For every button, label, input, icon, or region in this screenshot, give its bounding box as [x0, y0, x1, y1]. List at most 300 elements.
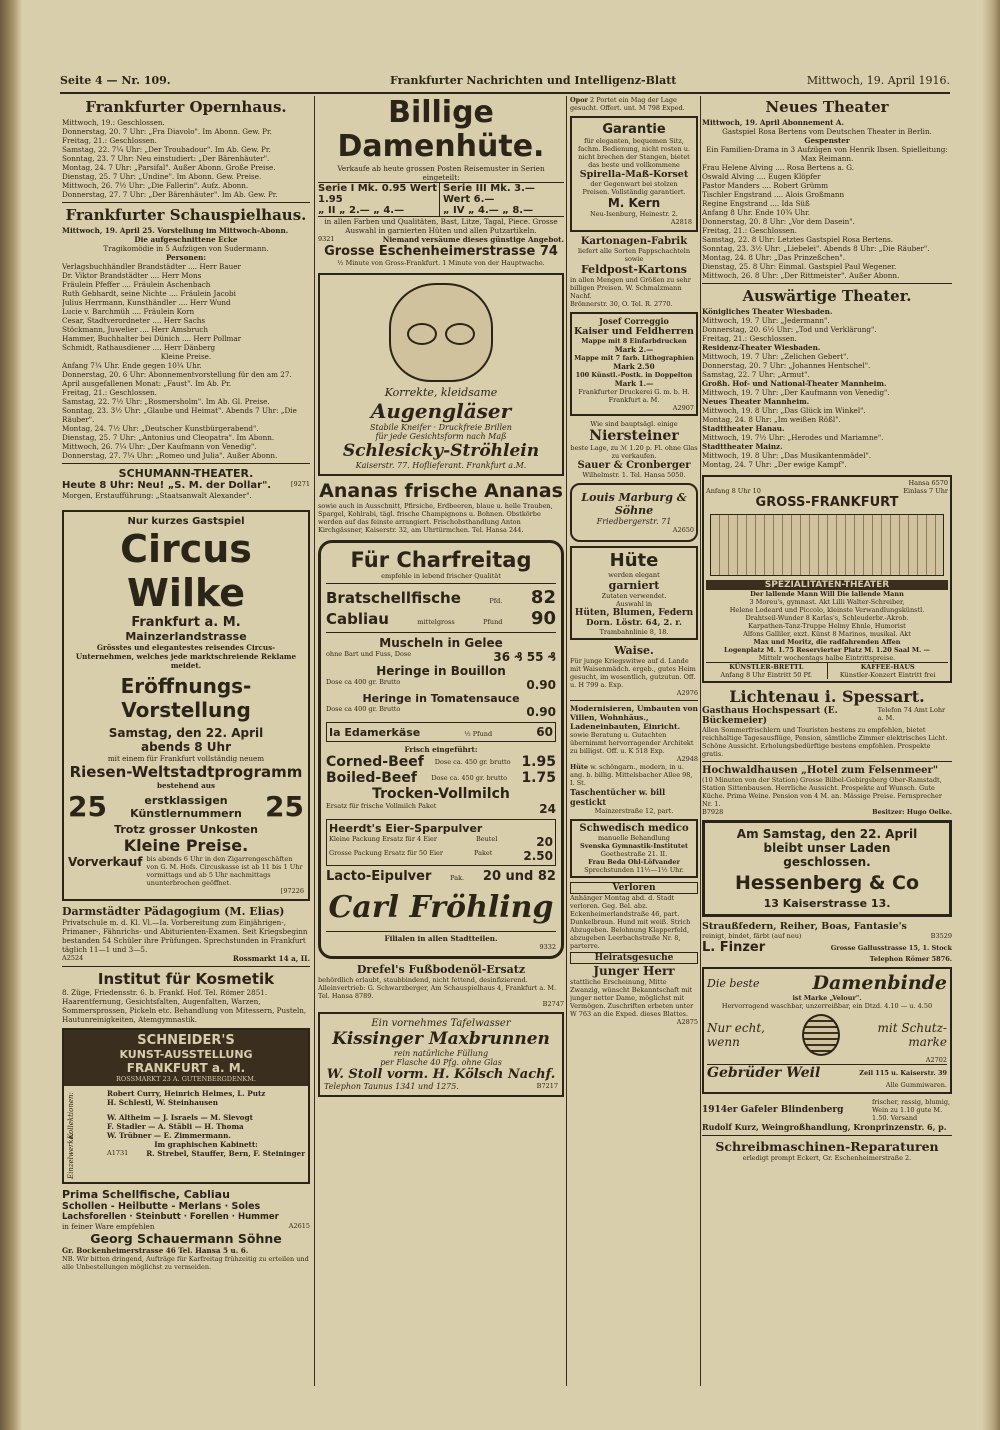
circus-city: Frankfurt a. M. [131, 615, 241, 630]
hute-text: Zutaten verwendet. [601, 592, 667, 600]
paedagogium-text: Privatschule m. d. Kl. Vl.—Ia. Vorbereitung zum Einjährigen-, Primaner-, Fähnrichs- und Abiturienten-Examen. Seit Kriegsbeginn bestanden 54 Schüler ihre Prüfungen. Sprechstunden in Frankfurt täglich 11—1 und 3—5. [62, 918, 308, 954]
circus-time: abends 8 Uhr [140, 740, 231, 754]
correggio-price: Mark 1.— [614, 379, 654, 388]
schneider-city: FRANKFURT a. M. [126, 1061, 246, 1075]
ad-number: 9332 [539, 943, 556, 951]
neues-theater-title: Neues Theater [765, 98, 889, 116]
schedule-line: Samstag, 22. 7½ Uhr: „Rosmersholm". Im Ab. Gl. Preise. [62, 397, 270, 406]
neues-theater-sub: Mittwoch, 19. April Abonnement A. [702, 118, 844, 127]
kissinger-ad [318, 1012, 564, 1097]
circus-number: 25 [265, 790, 304, 823]
garantie-title: Garantie [602, 122, 666, 137]
opera-line: Dienstag, 25. 7 Uhr: „Undine". Im Abonn. Gew. Preise. [62, 172, 262, 181]
dam-marke: marke [908, 1035, 947, 1049]
schedule-line: Donnerstag, 20. 6 Uhr: Abonnementvorstellung für den am 27. April ausgefallenen Monat: „Faust". Im Ab. Pr. [62, 370, 292, 388]
schreib-text: erledigt prompt Eckert, Gr. Eschenheimerstraße 2. [742, 1154, 912, 1162]
gf-act: Alfons Galliler, exzt. Künst 8 Marinos, musikal. Akt [743, 630, 911, 638]
product-name: Heringe in Tomatensauce [362, 692, 520, 705]
product-sub: Dose ca 400 gr. Brutto [326, 678, 401, 686]
artist-line: Robert Curry, Heinrich Helmes, L. Putz [107, 1089, 266, 1098]
schedule-line: Mittwoch, 26. 8 Uhr: „Der Rittmeister". Außer Abonn. [702, 271, 900, 280]
schedule-line: Freitag, 21.: Geschlossen. [62, 388, 157, 397]
ananas-text: sowie auch in Ausschnitt, Pfirsiche, Erdbeeren, blaue u. helle Trauben, Spargel, Kohlrabi, tägl. frische Champignons u. Bohnen. Obstkörbe werden auf das feinste arrangiert. Frischobsthandlung Anton Kirchgässner, Kaiserstr. 32, am Uhrtürmchen. Tel. Hansa 244. [318, 502, 553, 534]
collections-label: Kollektionen: [67, 1092, 75, 1139]
product-price: 60 [536, 725, 553, 739]
dam-name: Damenbinde [812, 972, 947, 994]
glasses-ad [318, 273, 564, 476]
opera-line: Donnerstag, 27. 7 Uhr: „Der Bärenhäuter". Im Ab. Gew. Pr. [62, 190, 278, 199]
gf-kaffee: KAFFEE-HAUS [860, 663, 915, 671]
kissinger-tel: Telephon Taunus 1341 und 1275. [324, 1082, 459, 1091]
product-sub: mittelgross [417, 618, 455, 626]
fish-address: Gr. Bockenheimerstrasse 46 Tel. Hansa 5 u. 6. [62, 1246, 249, 1255]
wein-title: 1914er Gafeler Blindenberg [702, 1105, 844, 1115]
cast-line: Ruth Gebhardt, seine Nichte .... Fräulein Jacobi [62, 289, 236, 298]
schneider-sub: KUNST-AUSSTELLUNG [119, 1048, 253, 1061]
product-unit: Beutel [475, 835, 498, 843]
drefel-text: behördlich erlaubt, staubbindend, nicht fettend, desinfizierend. Alleinvertrieb: G. Schwarzberger, Am Schauspielhaus 4, Frankfurt a. M. Tel. Hansa 8789. [318, 976, 557, 1000]
fish-line: Schollen - Heilbutte - Merlans · Soles [62, 1201, 261, 1212]
circus-date: Samstag, den 22. April [108, 726, 264, 740]
straus-title: Straußfedern, Reiher, Boas, Fantasie's [702, 921, 907, 932]
cabinet-names: R. Strebel, Stauffer, Bern, F. Steininger [146, 1149, 305, 1158]
gf-act: Drahtseil-Wunder 8 Karlas's, Schleuderbr.-Akrob. [745, 614, 909, 622]
header-date: Mittwoch, 19. April 1916. [806, 74, 950, 87]
column-rule [566, 96, 567, 1386]
product-price: 20 und 82 [482, 869, 556, 884]
circus-prices: Kleine Preise. [123, 836, 249, 855]
fish-firm: Georg Schauermann Söhne [90, 1231, 282, 1246]
product-sub: ohne Bart und Fuss, Dose [326, 650, 412, 658]
cast-heading: Personen: [165, 253, 207, 262]
niersteiner-text: beste Lage, zu ℳ 1.20 p. Fl. ohne Glas zu verkaufen. [570, 444, 698, 460]
wein-firm: Rudolf Kurz, Weingroßhandlung, Kronprinzenstr. 6, p. [702, 1122, 947, 1132]
opera-line: Mittwoch, 19.: Geschlossen. [62, 118, 165, 127]
kosmetik-title: Institut für Kosmetik [97, 970, 275, 988]
theater-line: Mittwoch, 19. 7½ Uhr: „Herodes und Mariamne". [702, 433, 884, 442]
cabinet-heading: Im graphischen Kabinett: [154, 1140, 258, 1149]
hess-line: geschlossen. [783, 855, 871, 869]
single-works-label: Einzelwerke: [67, 1132, 75, 1179]
product-unit: Pfd. [489, 597, 503, 605]
cast-line: Tischler Engstrand .... Alois Großmann [702, 190, 845, 199]
ad-number: A2976 [676, 689, 698, 697]
product-price: 1.75 [521, 770, 556, 786]
circus-street: Mainzerlandstrasse [125, 630, 247, 643]
froehling-ad [318, 540, 564, 959]
weil-sub: Alle Gummiwaren. [885, 1081, 947, 1089]
junger-title: Junger Herr [593, 964, 675, 978]
cast-line: Lucie v. Barchmüh .... Fräulein Korn [62, 307, 195, 316]
circus-presale: Vorverkauf [68, 855, 143, 869]
start-time: Anfang 8 Uhr. Ende 10¾ Uhr. [702, 208, 811, 217]
page-header [60, 70, 950, 94]
product-name: Corned-Beef [326, 754, 424, 770]
product-sub: Kleine Packung Ersatz für 4 Eier [329, 835, 438, 843]
theater-line: Mittwoch, 19. 8 Uhr: „Das Musikantenmädel". [702, 451, 872, 460]
fresh-heading: Frisch eingeführt: [404, 745, 478, 754]
cast-line: Julius Herrmann, Kunsthändler .... Herr Wund [62, 298, 231, 307]
kissinger-name: Kissinger Maxbrunnen [332, 1029, 550, 1049]
correggio-price: Mark 2.50 [613, 362, 655, 371]
cast-line: Stöckmann, Juwelier .... Herr Amsbruch [62, 325, 209, 334]
schedule-line: Mittwoch, 26. 7¼ Uhr: „Der Kaufmann von Venedig". [62, 442, 257, 451]
opera-line: Mittwoch, 26. 7½ Uhr: „Die Fallerin". Aufz. Abonn. [62, 181, 249, 190]
theater-line: Mittwoch, 19. 7 Uhr: „Der Kaufmann von Venedig". [702, 388, 890, 397]
kissinger-sub: per Flasche 40 Pfg. ohne Glas [380, 1058, 502, 1067]
feldpost-title: Feldpost-Kartons [580, 263, 688, 276]
hute-title: Hüte [609, 550, 659, 571]
opera-schedule [62, 118, 310, 199]
opor-text: 2 Portet ein Mag der Lage gesucht. Offert. unt. M 798 Exped. [570, 96, 685, 112]
schedule-line: Samstag, 22. 8 Uhr: Letztes Gastspiel Rosa Bertens. [702, 235, 894, 244]
theater-line: Stadttheater Hanau. [702, 424, 785, 433]
hats-series: „ II „ 2.— „ 4.— [318, 205, 405, 216]
drefel-title: Drefel's Fußbodenöl-Ersatz [356, 963, 526, 976]
gf-act: Helene Lodeard und Piccolo, kleinste Verwandlungskünstl. [729, 606, 925, 614]
opera-line: Samstag, 22. 7¼ Uhr: „Der Troubadour". Im Ab. Gew. Pr. [62, 145, 271, 154]
kosmetik-text: 8. Züge, Friedensstr. 6. b. Frankf. Hof. Tel. Römer 2851. Haarentfernung, Gesichtsfalten, Augenfalten, Warzen, Sommersprossen, Pickeln etc. Behandlung von Mitessern, Pusteln, Hautunreinigkeiten, Atemgymnastik. [62, 988, 307, 1024]
niersteiner-firm: Sauer & Cronberger [577, 460, 691, 471]
gf-title: GROSS-FRANKFURT [755, 495, 899, 510]
ad-number: A2650 [672, 526, 694, 534]
theater-line: Stadttheater Mainz. [702, 442, 783, 451]
opera-title: Frankfurter Opernhaus. [85, 98, 287, 116]
cast-line: Verlagsbuchhändler Brandstädter .... Herr Bauer [62, 262, 241, 271]
hochwald-title: Hochwaldhausen „Hotel zum Felsenmeer" [702, 765, 939, 776]
ad-number: [9271 [290, 480, 310, 488]
dam-wenn: wenn [707, 1035, 740, 1049]
artist-line: W. Altheim — J. Israels — M. Slevogt [107, 1113, 253, 1122]
dam-mit: mit Schutz- [877, 1021, 947, 1035]
correggio-firm: Frankfurter Druckerei G. m. b. H. Frankfurt a. M. [578, 388, 690, 404]
column-2 [318, 96, 564, 1101]
column-3 [570, 96, 698, 1026]
dam-brand: ist Marke „Velour". [792, 994, 862, 1002]
neues-theater-play-sub: Ein Familien-Drama in 3 Aufzügen von Henrik Ibsen. Spielleitung: Max Reimann. [706, 145, 948, 163]
header-page-number: Seite 4 — Nr. 109. [60, 74, 171, 87]
schwedisch-ad [570, 819, 698, 878]
correggio-sub: Kaiser und Feldherren [574, 326, 694, 337]
kern-address: Neu-Isenburg, Heinestr. 2. [590, 210, 678, 218]
product-name: Muscheln in Gelee [379, 636, 503, 650]
product-unit: Pfund [483, 618, 503, 626]
heirat-heading: Heiratsgesuche [570, 952, 698, 964]
schedule-line: Montag, 24. 8 Uhr: „Das Prinzeßchen". [702, 253, 845, 262]
feldpost-address: Brönnerstr. 30, O. Tel. R. 2770. [570, 300, 673, 308]
theater-line: Montag, 24. 7 Uhr: „Der ewige Kampf". [702, 460, 847, 469]
cast-line: Fräulein Pfeffer .... Fräulein Aschenbach [62, 280, 211, 289]
hute-ad [570, 546, 698, 640]
gf-kaffee-sub: Künstler-Konzert Eintritt frei [839, 671, 936, 679]
schedule-line: Freitag, 21.: Geschlossen. [702, 226, 797, 235]
artist-line: F. Stadler — A. Stäbli — H. Thoma [107, 1122, 244, 1131]
circus-presale-text: bis abends 6 Uhr in den Zigarrengeschäften von G. M. Hofs. Circuskasse ist ab 11 bis 1 Uhr vormittags und ab 5 Uhr nachmittags ununterbrochen geöffnet. [146, 855, 303, 887]
hess-address: 13 Kaiserstrasse 13. [763, 897, 891, 910]
dam-nur: Nur echt, [707, 1021, 765, 1035]
weil-address: Zeil 115 u. Kaiserstr. 39 [859, 1069, 947, 1077]
gf-entry: Einlass 7 Uhr [903, 487, 948, 495]
product-name: Ia Edamerkäse [329, 726, 421, 739]
paedagogium-title: Darmstädter Pädagogium (M. Elias) [62, 905, 285, 918]
product-price: 0.90 [526, 705, 556, 719]
gf-lead: Der lallende Mann Will Die lallende Mann [750, 590, 904, 598]
product-unit: Paket [474, 849, 493, 857]
product-name: Cabliau [326, 610, 389, 628]
column-1 [62, 96, 310, 1271]
kissinger-firm: W. Stoll vorm. H. Kölsch Nachf. [326, 1067, 556, 1082]
page-edge [982, 0, 1000, 1430]
schedule-line: Sonntag, 23. 3½ Uhr: „Glaube und Heimat". Abends 7 Uhr: „Die Räuber". [62, 406, 297, 424]
product-name: Lacto-Eipulver [326, 869, 432, 884]
ad-number: A2702 [925, 1056, 947, 1064]
finzer-firm: L. Finzer [702, 940, 766, 955]
tasch-title: Taschentücher w. bill gestickt [570, 787, 666, 807]
product-sub: Dose ca. 450 gr. brutto [431, 774, 508, 782]
theater-line: Neues Theater Mannheim. [702, 397, 810, 406]
column-4 [702, 96, 952, 1162]
theater-line: Großh. Hof- und National-Theater Mannheim. [702, 379, 887, 388]
tasch-address: Mainzerstraße 12, part. [594, 807, 674, 815]
ad-number: A2818 [670, 218, 692, 226]
hats-series: Serie III Mk. 3.— Wert 6.— [443, 183, 535, 205]
theater-line: Mittwoch, 19. 7 Uhr: „Jedermann". [702, 316, 830, 325]
niersteiner-title: Niersteiner [589, 428, 679, 444]
circus-program: Riesen-Weltstadtprogramm [69, 763, 303, 781]
dam-text: Hervorragend waschbar, unzerreißbar, ein Dtzd. 4.10 — u. 4.50 [721, 1002, 933, 1010]
theater-line: Samstag, 22. 7 Uhr: „Armut". [702, 370, 810, 379]
opor-label: Opor [570, 96, 588, 104]
product-name: Heringe in Bouillon [376, 664, 506, 678]
circus-top: Nur kurzes Gastspiel [127, 516, 245, 527]
spirella-title: Spirella-Maß-Korset [579, 169, 689, 180]
gross-frankfurt-ad [702, 475, 952, 683]
hats-notice: Niemand versäume dieses günstige Angebot. [382, 235, 564, 244]
circus-ad [62, 510, 310, 901]
theater-line: Residenz-Theater Wiesbaden. [702, 343, 821, 352]
product-unit: ½ Pfund [464, 730, 493, 738]
schwedisch-firm: Frau Beda Ohl-Löfvander [588, 858, 680, 866]
charfreitag-sub: empfehle in lebend frischer Qualität [381, 572, 501, 580]
theater-line: Donnerstag, 20. 7 Uhr: „Johannes Hentschel". [702, 361, 871, 370]
finzer-tel: Telephon Römer 5876. [869, 955, 952, 963]
branches: Filialen in allen Stadtteilen. [326, 931, 556, 943]
hats-series: Serie I Mk. 0.95 Wert 1.95 [318, 183, 438, 205]
glasses-firm: Schlesicky-Ströhlein [342, 441, 540, 461]
schedule-line: Dienstag, 25. 8 Uhr: Einmal. Gastspiel Paul Wegener. [702, 262, 897, 271]
ad-number: A2524 [62, 954, 84, 962]
mascot-icon [802, 1014, 840, 1056]
ad-number: 9321 [318, 235, 335, 243]
start-time: Anfang 7¼ Uhr. Ende gegen 10¼ Uhr. [62, 361, 202, 370]
neues-theater-play: Gespenster [804, 136, 850, 145]
man-with-glasses-icon [389, 283, 493, 382]
gf-act: 3 Moreu's, gymnast. Akt Lilli Walter-Schreiber, [749, 598, 905, 606]
schedule-line: Montag, 24. 7½ Uhr: „Deutscher Kunstbürgerabend". [62, 424, 259, 433]
dam-top: Die beste [707, 976, 760, 990]
weil-firm: Gebrüder Weil [707, 1065, 821, 1081]
book-binding [0, 0, 22, 1430]
glasses-line: Stabile Kneifer · Druckfreie Brillen [370, 423, 512, 432]
junger-text: stattliche Erscheinung, Mitte Zwanzig, wünscht Bekanntschaft mit junger netter Dame, möglichst mit Vermögen. Zuschriften erbeten unter W 763 an die Exped. dieses Blattes. [570, 978, 694, 1018]
artist-line: W. Trübner — E. Zimmermann. [107, 1131, 231, 1140]
play-subtitle: Tragikomödie in 5 Aufzügen von Sudermann. [103, 244, 269, 253]
cast-line: Regine Engstrand .... Ida Süß [702, 199, 810, 208]
circus-cost: Trotz grosser Unkosten [114, 823, 258, 836]
prices-note: Kleine Preise. [160, 352, 212, 361]
umbau-text: sowie Beratung u. Gutachten übernimmt hervorragender Architekt zu billigst. Off. u. K 518 Exp. [570, 731, 694, 755]
correggio-title: Josef Correggio [599, 316, 669, 326]
gf-act: Karpathen-Tanz-Truppe Helmy Ehnle, Humorist [748, 622, 906, 630]
hats-title: Billige Damenhüte. [337, 96, 545, 164]
opera-line: Sonntag, 23. 7 Uhr: Neu einstudiert: „Der Bärenhäuter". [62, 154, 270, 163]
niersteiner-pre: Wie sind bauptsägl. einige [590, 420, 678, 428]
circus-count: erstklassigen Künstlernummern [130, 793, 242, 820]
finzer-address: Grosse Gallusstrasse 15, 1. Stock [830, 943, 952, 952]
schedule-line: Donnerstag, 20. 8 Uhr: „Vor dem Dasein". [702, 217, 855, 226]
schedule-line: Sonntag, 23. 3½ Uhr: „Liebelei". Abends 8 Uhr: „Die Räuber". [702, 244, 930, 253]
gf-start: Anfang 8 Uhr 10 [706, 487, 761, 495]
schumann-sub: Morgen, Erstaufführung: „Staatsanwalt Alexander". [62, 491, 252, 500]
schwedisch-hours: Sprechstunden 11½—1½ Uhr. [584, 866, 684, 874]
theater-line: Mittwoch, 19. 7 Uhr: „Zelichen Gebert". [702, 352, 849, 361]
ananas-title: Ananas frische Ananas [319, 480, 563, 502]
circus-opening: Eröffnungs-Vorstellung [120, 674, 252, 722]
ad-number: A2615 [288, 1222, 310, 1230]
marburg-firm: Louis Marburg & Söhne [581, 491, 687, 517]
spirella-ad [570, 116, 698, 232]
ad-number: A1731 [107, 1149, 129, 1157]
cast-line: Frau Helene Alving .... Rosa Bertens a. G. [702, 163, 854, 172]
product-price: 82 [530, 587, 556, 608]
auswaertige-title: Auswärtige Theater. [742, 287, 912, 305]
hats-distance: ½ Minute von Gross-Frankfurt. 1 Minute von der Hauptwache. [337, 259, 545, 267]
ad-number: B7217 [536, 1082, 558, 1090]
umbau-title: Modernisieren, Umbauten von Villen, Wohnhäus., Ladeneinbauten, Einricht. [570, 704, 698, 731]
gf-kuenstler-sub: Anfang 8 Uhr Eintritt 50 Pf. [720, 671, 813, 679]
product-unit: Pak. [450, 874, 465, 882]
play-title: Die aufgeschnittene Ecke [134, 235, 238, 244]
spirella-text: der Gegenwart bei stolzen Preisen. Vollständig garantiert. [582, 180, 686, 196]
garantie-text: für eleganten, bequemen Sitz, fachm. Bedienung, nicht rosten u. nicht brechen der Stangen, bietet das beste und vollkommene [577, 137, 691, 169]
correggio-ad [570, 312, 698, 416]
circus-program-sub: bestehend aus [156, 781, 216, 790]
wein-text: frischer, rassig, blumig, Wein zu 1.10 gute M. 1.50. Versand [872, 1098, 951, 1122]
header-masthead: Frankfurter Nachrichten und Intelligenz-Blatt [390, 74, 677, 87]
artist-line: H. Schlestl, W. Steinhausen [107, 1098, 218, 1107]
ad-number: A2948 [676, 755, 698, 763]
karton-title: Kartonagen-Fabrik [580, 236, 688, 247]
product-price: 90 [530, 608, 556, 629]
lichtenau-inn: Gasthaus Hochspessart (E. Bückemeier) [702, 706, 838, 726]
product-price: 0.90 [526, 678, 556, 692]
hute-address: Dorn. Löstr. 64, 2. r. [586, 618, 682, 628]
product-sub: Dose ca 400 gr. Brutto [326, 705, 401, 713]
charfreitag-title: Für Charfreitag [350, 548, 532, 572]
ad-number: B2747 [542, 1000, 564, 1008]
cast-line: Pastor Manders .... Robert Grümm [702, 181, 829, 190]
marburg-address: Friedbergerstr. 71 [596, 517, 672, 526]
cast-line: Dr. Viktor Brandstädter .... Herr Mons [62, 271, 202, 280]
schneider-ad [62, 1028, 310, 1184]
hute-address: Trambahnlinie 8, 18. [599, 628, 669, 636]
hats-address: Grosse Eschenheimerstrasse 74 [324, 244, 558, 259]
theater-building-icon [710, 514, 944, 576]
product-name: Heerdt's Eier-Sparpulver [329, 822, 483, 835]
gf-tel: Hansa 6570 [908, 479, 948, 487]
circus-desc: Grösstes und elegantestes reisendes Circus-Unternehmen, welches jede marktschreiende Reklame meidet. [75, 643, 297, 670]
cast-line: Oswald Alving .... Eugen Klöpfer [702, 172, 821, 181]
hutf-title: Hüte [570, 763, 589, 771]
fish-line: Prima Schellfische, Cabliau [62, 1188, 230, 1201]
schwedisch-title: Schwedisch medico [579, 823, 689, 834]
correggio-price: Mark 2.— [614, 345, 654, 354]
correggio-item: Mappe mit 8 Einfarbdrucken [581, 337, 687, 345]
hute-text: Hüten, Blumen, Federn [574, 608, 694, 618]
opera-line: Donnerstag, 20. 7 Uhr: „Fra Diavolo". Im Abonn. Gew. Pr. [62, 127, 272, 136]
ad-number: A2907 [672, 404, 694, 412]
schedule-line: Dienstag, 25. 7 Uhr: „Antonius und Cleopatra". Im Abonn. [62, 433, 275, 442]
paedagogium-address: Rossmarkt 14 a, II. [232, 954, 310, 963]
schwedisch-inst: Svenska Gymnastik-Institutet [580, 842, 688, 850]
hats-series: „ IV „ 4.— „ 8.— [443, 205, 534, 216]
product-price: 24 [539, 802, 556, 816]
straus-text: reinigt, bindet, färbt (auf neu) [702, 932, 802, 940]
schauspielhaus-sub: Mittwoch, 19. April 25. Vorstellung im Mittwoch-Abonn. [62, 226, 289, 235]
hats-text: in allen Farben und Qualitäten, Bast, Litze, Tagal, Piece. Grosse Auswahl in garnierten Hüten und allen Putzartikeln. [324, 217, 558, 235]
product-price: 2.50 [523, 849, 553, 863]
schwedisch-address: Goethestraße 21. II. [600, 850, 668, 858]
glasses-line: Korrekte, kleidsame [384, 386, 498, 399]
glasses-address: Kaiserstr. 77. Hoflieferant. Frankfurt a.M. [355, 461, 527, 470]
hessenberg-ad [702, 820, 952, 917]
product-price: 1.95 [521, 754, 556, 770]
product-price: 20 [536, 835, 553, 849]
ad-number: B3529 [930, 932, 952, 940]
lichtenau-text: Allen Sommerfrischlern und Touristen bestens zu empfehlen, bietet reichhaltige Tagesausflüge, Pension, sämtliche Zimmer elektrisches Licht. Schöne Aussicht. Erholungsbedürftige bestens empfohlen. Prospekte gratis. [702, 726, 948, 758]
gf-act: Max und Moritz, die radfahrenden Affen [753, 638, 901, 646]
schumann-title: SCHUMANN-THEATER. [118, 467, 254, 480]
schauspielhaus-title: Frankfurter Schauspielhaus. [65, 206, 307, 224]
hochwald-firm: Besitzer: Hugo Oelke. [872, 808, 952, 816]
gf-sub: SPEZIALITÄTEN-THEATER [706, 580, 948, 590]
theater-line: Mittwoch, 19. 8 Uhr: „Das Glück im Winkel". [702, 406, 866, 415]
hutf-text: w. schöngarn., modern, in u. ang. b. billig. Mittelsbacher Allee 98, I. St. [570, 763, 693, 787]
column-rule [700, 96, 701, 1386]
theater-line: Montag, 24. 8 Uhr: „Im weißen Rößl". [702, 415, 841, 424]
correggio-item: 100 Künstl.-Postk. in Doppelton [575, 371, 693, 379]
fish-line: in feiner Ware empfehlen [62, 1222, 155, 1231]
opera-line: Freitag, 21.: Geschlossen. [62, 136, 157, 145]
product-sub: Ersatz für frische Vollmilch Paket [326, 802, 437, 810]
theater-line: Freitag, 21.: Geschlossen. [702, 334, 797, 343]
hute-text: Auswahl in [615, 600, 653, 608]
ad-number: [97226 [280, 887, 304, 895]
hochwald-text: (10 Minuten von der Station) Grosse Bilbel-Gebirgsberg Ober-Ramstadt, Station Sittenbausen. Herrliche Aussicht. Prospekte auf Wunsch. Gute Küche. Prima Weine. Pension von 4 M. an. Mässige Preise. Fernsprecher Nr. 1. [702, 776, 942, 808]
column-rule [314, 96, 315, 1386]
correggio-item: Mappe mit 7 farb. Lithographien [574, 354, 694, 362]
ad-number: B7928 [702, 808, 724, 816]
glasses-line: Augengläser [370, 399, 512, 423]
niersteiner-address: Wilhelmstr. 1. Tel. Hansa 5050. [582, 471, 686, 479]
product-name: Bratschellfische [326, 589, 461, 607]
hute-text: werden elegant [608, 571, 660, 579]
hess-firm: Hessenberg & Co [734, 872, 920, 894]
theater-line: Donnerstag, 20. 6½ Uhr: „Tod und Verklärung". [702, 325, 877, 334]
hute-text: garniert [608, 579, 660, 592]
product-sub: Grosse Packung Ersatz für 50 Eier [329, 849, 443, 857]
opera-line: Montag, 24. 7 Uhr: „Parsifal". Außer Abonn. Große Preise. [62, 163, 276, 172]
